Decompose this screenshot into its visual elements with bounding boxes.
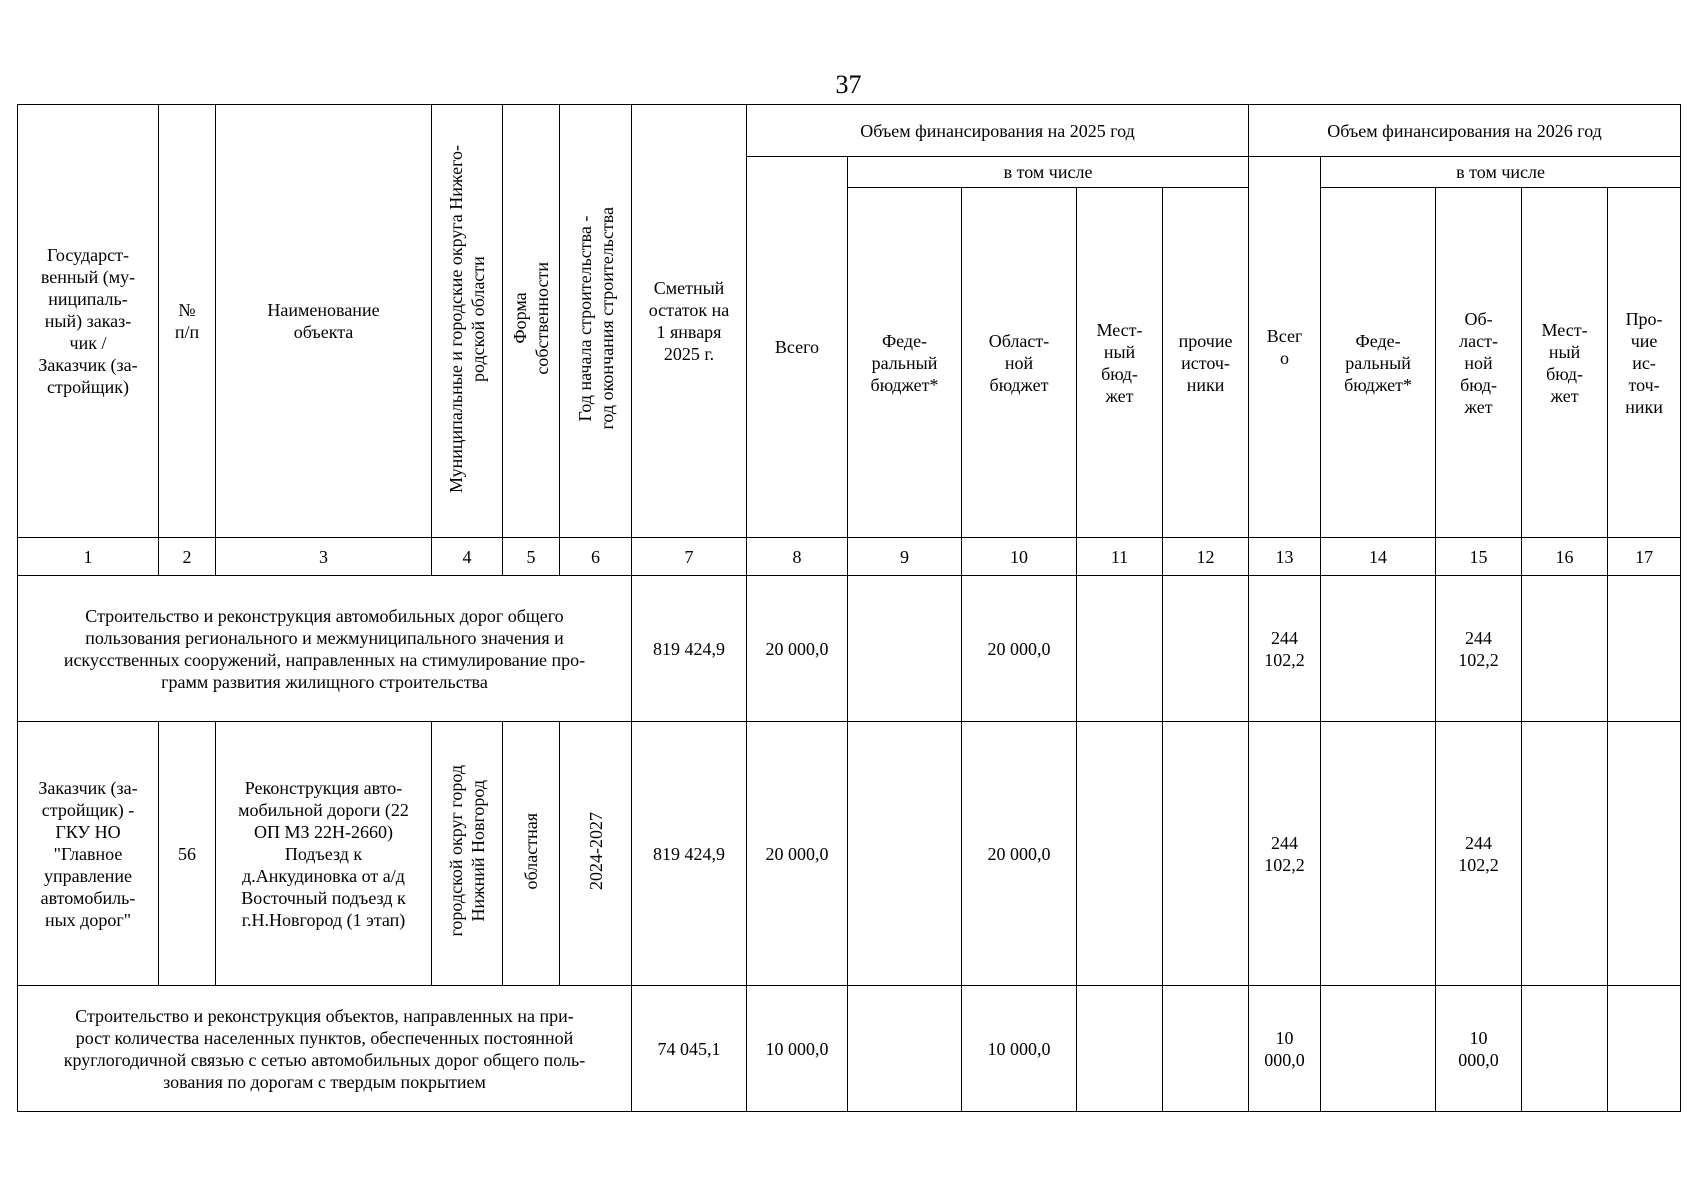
header-municipality: Муниципальные и городские округа Нижего- родской области <box>432 105 503 538</box>
other-2026-cell <box>1608 576 1681 722</box>
estimate-cell: 74 045,1 <box>632 986 747 1112</box>
local-2026-cell <box>1522 986 1608 1112</box>
local-2025-cell <box>1077 576 1163 722</box>
other-2025-cell <box>1163 722 1249 986</box>
federal-2026-cell <box>1321 722 1436 986</box>
object-row <box>18 722 1681 986</box>
customer-cell: Заказчик (за- стройщик) - ГКУ НО "Главное управление автомобиль- ных дорог" <box>18 722 159 986</box>
other-2025-cell <box>1163 576 1249 722</box>
years-cell: 2024-2027 <box>560 722 632 986</box>
column-number: 2 <box>159 538 216 576</box>
column-number: 14 <box>1321 538 1436 576</box>
column-number: 9 <box>848 538 962 576</box>
column-number: 11 <box>1077 538 1163 576</box>
total-2025-cell: 20 000,0 <box>747 722 848 986</box>
column-number: 15 <box>1436 538 1522 576</box>
regional-2025-cell: 20 000,0 <box>962 722 1077 986</box>
local-2025-cell <box>1077 722 1163 986</box>
column-number-row <box>18 538 1681 576</box>
regional-2026-cell: 244 102,2 <box>1436 722 1522 986</box>
estimate-cell: 819 424,9 <box>632 576 747 722</box>
header-other-2026: Про- чие ис- точ- ники <box>1608 188 1681 538</box>
municipality-cell: городской округ город Нижний Новгород <box>432 722 503 986</box>
total-2025-cell: 20 000,0 <box>747 576 848 722</box>
regional-2026-cell: 10 000,0 <box>1436 986 1522 1112</box>
header-ownership: Форма собственности <box>503 105 560 538</box>
local-2026-cell <box>1522 576 1608 722</box>
total-2025-cell: 10 000,0 <box>747 986 848 1112</box>
federal-2025-cell <box>848 576 962 722</box>
column-number: 5 <box>503 538 560 576</box>
header-regional-2026: Об- ласт- ной бюд- жет <box>1436 188 1522 538</box>
total-2026-cell: 244 102,2 <box>1249 576 1321 722</box>
column-number: 3 <box>216 538 432 576</box>
header-object-name: Наименование объекта <box>216 105 432 538</box>
regional-2025-cell: 20 000,0 <box>962 576 1077 722</box>
header-federal-2026: Феде- ральный бюджет* <box>1321 188 1436 538</box>
other-2026-cell <box>1608 722 1681 986</box>
local-2025-cell <box>1077 986 1163 1112</box>
header-financing-2026: Объем финансирования на 2026 год <box>1249 105 1681 157</box>
federal-2025-cell <box>848 722 962 986</box>
header-total-2025: Всего <box>747 157 848 538</box>
ownership-cell: областная <box>503 722 560 986</box>
column-number: 16 <box>1522 538 1608 576</box>
header-including-2026: в том числе <box>1321 157 1681 188</box>
header-financing-2025: Объем финансирования на 2025 год <box>747 105 1249 157</box>
federal-2026-cell <box>1321 576 1436 722</box>
column-number: 12 <box>1163 538 1249 576</box>
header-federal-2025: Феде- ральный бюджет* <box>848 188 962 538</box>
total-2026-cell: 10 000,0 <box>1249 986 1321 1112</box>
header-local-2025: Мест- ный бюд- жет <box>1077 188 1163 538</box>
column-number: 13 <box>1249 538 1321 576</box>
federal-2025-cell <box>848 986 962 1112</box>
column-number: 8 <box>747 538 848 576</box>
header-local-2026: Мест- ный бюд- жет <box>1522 188 1608 538</box>
column-number: 10 <box>962 538 1077 576</box>
number-cell: 56 <box>159 722 216 986</box>
header-regional-2025: Област- ной бюджет <box>962 188 1077 538</box>
header-row-top <box>18 105 1681 157</box>
other-2025-cell <box>1163 986 1249 1112</box>
section-row <box>18 986 1681 1112</box>
column-number: 4 <box>432 538 503 576</box>
object-name-cell: Реконструкция авто- мобильной дороги (22 ОП МЗ 22Н-2660) Подъезд к д.Анкудиновка от а/д Восточный подъезд к г.Н.Новгород (1 этап) <box>216 722 432 986</box>
header-total-2026: Всег о <box>1249 157 1321 538</box>
column-number: 17 <box>1608 538 1681 576</box>
regional-2026-cell: 244 102,2 <box>1436 576 1522 722</box>
header-years: Год начала стрoительства - год окончания строительства <box>560 105 632 538</box>
column-number: 7 <box>632 538 747 576</box>
financing-table <box>17 104 1681 1112</box>
other-2026-cell <box>1608 986 1681 1112</box>
regional-2025-cell: 10 000,0 <box>962 986 1077 1112</box>
page-number: 37 <box>835 70 862 99</box>
total-2026-cell: 244 102,2 <box>1249 722 1321 986</box>
federal-2026-cell <box>1321 986 1436 1112</box>
section-label: Строительство и реконструкция объектов, направленных на при- рост количества населенных пунктов, обеспеченных постоянной круглогодичной связью с сетью автомобильных дорог общего поль- зования по дорогам с твердым покрытием <box>18 986 632 1112</box>
column-number: 1 <box>18 538 159 576</box>
header-other-2025: прочие источ- ники <box>1163 188 1249 538</box>
section-row <box>18 576 1681 722</box>
header-number: № п/п <box>159 105 216 538</box>
local-2026-cell <box>1522 722 1608 986</box>
header-customer: Государст- венный (му- ниципаль- ный) заказ- чик / Заказчик (за- стройщик) <box>18 105 159 538</box>
estimate-cell: 819 424,9 <box>632 722 747 986</box>
header-estimate: Сметный остаток на 1 января 2025 г. <box>632 105 747 538</box>
header-including-2025: в том числе <box>848 157 1249 188</box>
section-label: Строительство и реконструкция автомобильных дорог общего пользования регионального и межмуниципального значения и искусственных сооружений, направленных на стимулирование про- грамм развития жилищного строительства <box>18 576 632 722</box>
column-number: 6 <box>560 538 632 576</box>
